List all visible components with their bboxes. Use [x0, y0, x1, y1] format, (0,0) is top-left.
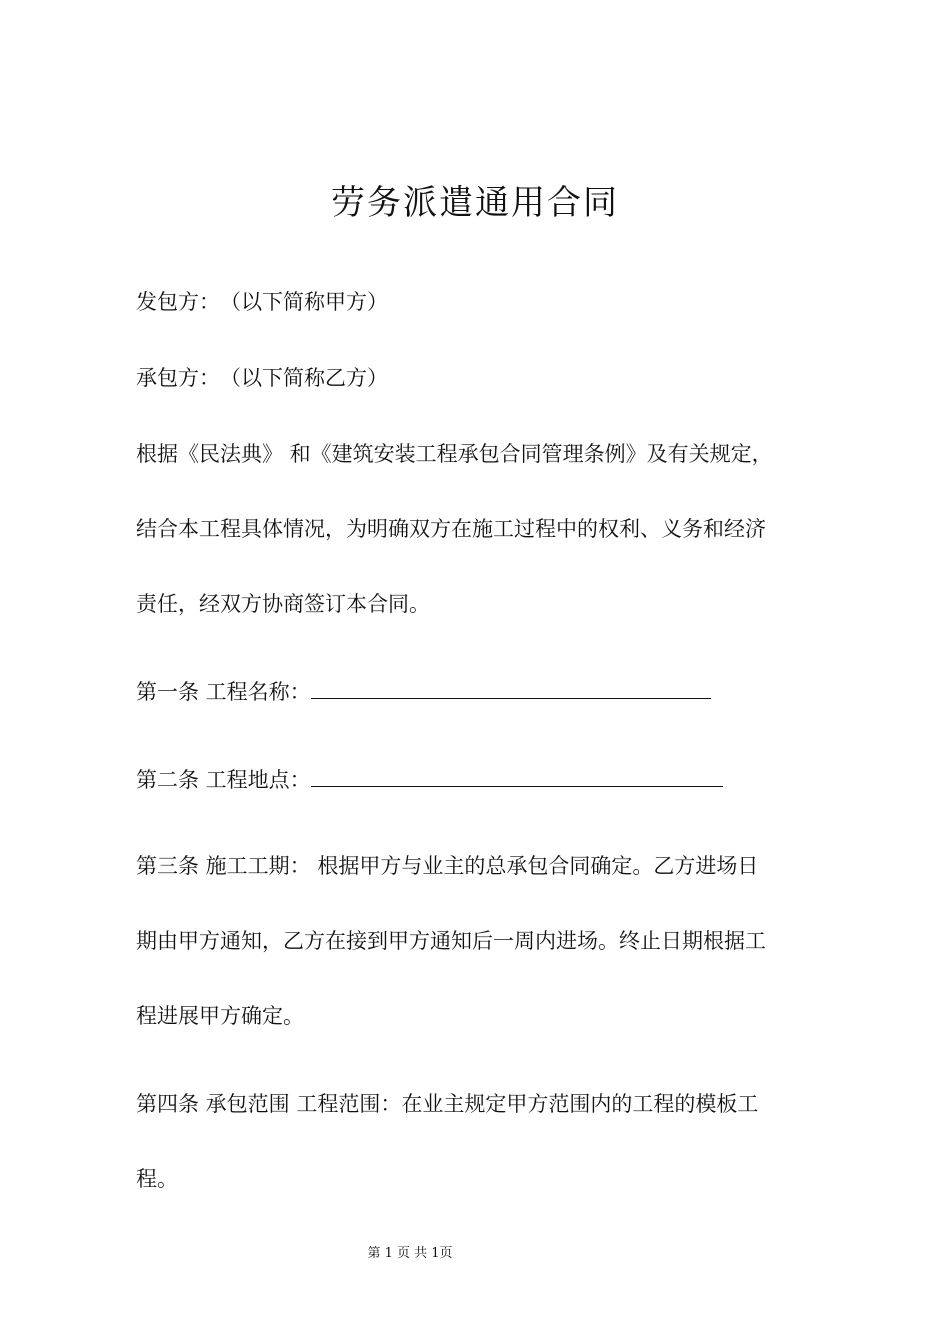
page-number: 第 1 页 共 1页: [367, 1246, 453, 1261]
party-b-line: 承包方： （以下简称乙方）: [136, 366, 388, 390]
document-title: 劳务派遣通用合同: [331, 183, 619, 223]
article-3-line-3: 程进展甲方确定。: [136, 1004, 304, 1028]
project-location-blank[interactable]: [311, 764, 723, 787]
article-1: [136, 676, 711, 707]
project-name-blank[interactable]: [311, 676, 711, 699]
article-4-line-2: 程。: [136, 1167, 178, 1191]
preamble-line-2: 结合本工程具体情况，为明确双方在施工过程中的权利、义务和经济: [136, 517, 766, 541]
party-a-line: 发包方： （以下简称甲方）: [136, 290, 388, 314]
preamble-line-3: 责任，经双方协商签订本合同。: [136, 592, 430, 616]
article-3-line-1: 第三条 施工工期： 根据甲方与业主的总承包合同确定。乙方进场日: [136, 854, 759, 878]
article-1-label: 第一条 工程名称：: [136, 680, 311, 704]
article-2-label: 第二条 工程地点：: [136, 768, 311, 792]
preamble-line-1: 根据《民法典》 和《建筑安装工程承包合同管理条例》及有关规定，: [136, 442, 773, 466]
article-2: [136, 764, 723, 795]
article-4-line-1: 第四条 承包范围 工程范围：在业主规定甲方范围内的工程的模板工: [136, 1092, 759, 1116]
article-3-line-2: 期由甲方通知，乙方在接到甲方通知后一周内进场。终止日期根据工: [136, 929, 766, 953]
